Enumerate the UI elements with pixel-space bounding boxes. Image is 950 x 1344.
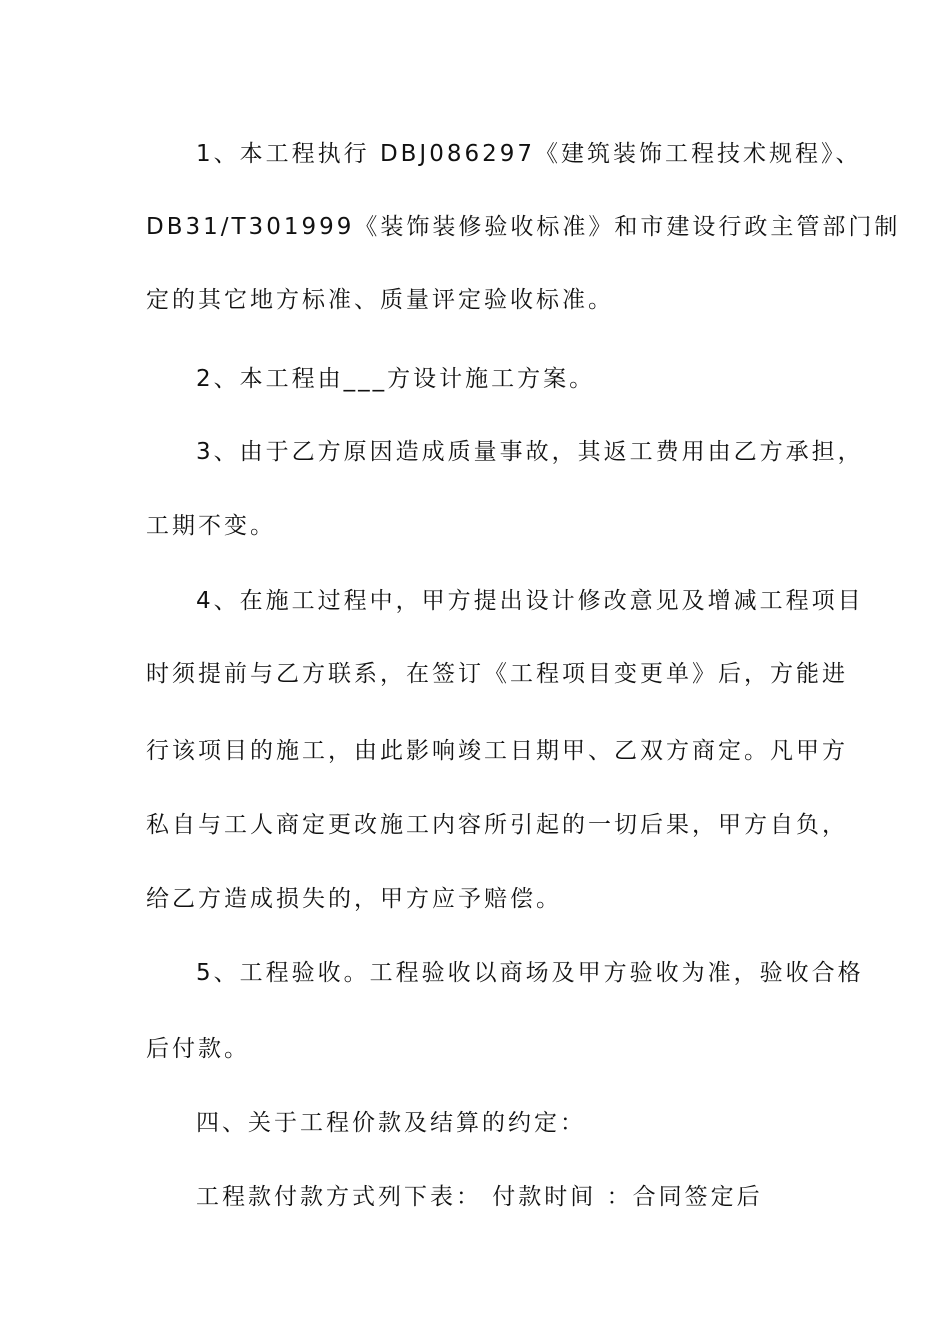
section-heading-4: 四、关于工程价款及结算的约定： — [196, 1110, 586, 1136]
paragraph-1-line-3: 定的其它地方标准、质量评定验收标准。 — [146, 287, 614, 313]
paragraph-1-line-2: DB31/T301999《装饰装修验收标准》和市建设行政主管部门制 — [146, 214, 901, 240]
paragraph-5-line-2: 后付款。 — [146, 1036, 250, 1062]
paragraph-1-line-1: 1、本工程执行 DBJ086297《建筑装饰工程技术规程》、 — [196, 141, 862, 167]
paragraph-5-line-1: 5、工程验收。工程验收以商场及甲方验收为准，验收合格 — [196, 960, 864, 986]
paragraph-4-line-5: 给乙方造成损失的，甲方应予赔偿。 — [146, 886, 562, 912]
paragraph-4-line-4: 私自与工人商定更改施工内容所引起的一切后果，甲方自负， — [146, 812, 848, 838]
paragraph-4-line-3: 行该项目的施工，由此影响竣工日期甲、乙双方商定。凡甲方 — [146, 738, 848, 764]
paragraph-2-line-1: 2、本工程由___方设计施工方案。 — [196, 366, 596, 392]
paragraph-4-line-1: 4、在施工过程中，甲方提出设计修改意见及增减工程项目 — [196, 588, 864, 614]
paragraph-3-line-1: 3、由于乙方原因造成质量事故，其返工费用由乙方承担， — [196, 439, 864, 465]
paragraph-4-line-2: 时须提前与乙方联系，在签订《工程项目变更单》后，方能进 — [146, 661, 848, 687]
paragraph-3-line-2: 工期不变。 — [146, 513, 276, 539]
payment-method-line: 工程款付款方式列下表： 付款时间 ：合同签定后 — [196, 1184, 763, 1210]
